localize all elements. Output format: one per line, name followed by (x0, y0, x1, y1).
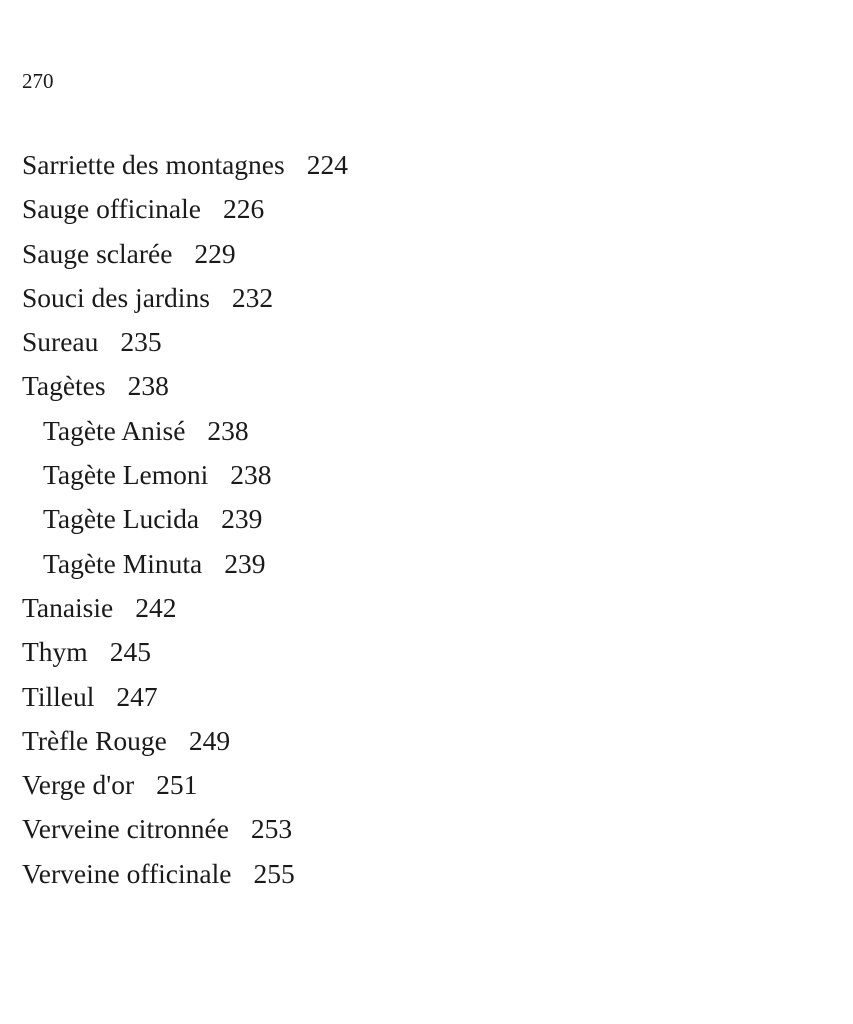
index-page-ref: 239 (224, 547, 266, 579)
index-term: Souci des jardins (22, 281, 210, 313)
index-term: Sureau (22, 326, 99, 358)
index-term: Verveine citronnée (22, 813, 229, 845)
index-term: Verge d'or (22, 769, 135, 801)
index-entry (22, 630, 348, 674)
index-page-ref: 242 (135, 591, 177, 623)
index-entry (22, 852, 348, 896)
index-page-ref: 224 (306, 149, 348, 180)
index-term: Tagètes (22, 370, 106, 402)
index-entry (22, 232, 348, 276)
index-term: Sauge sclarée (22, 237, 173, 269)
index-page-ref: 232 (231, 281, 274, 313)
index-entry (22, 675, 348, 719)
index-page-ref: 251 (156, 769, 198, 801)
index-term: Thym (22, 636, 88, 668)
index-page-ref: 238 (127, 370, 169, 402)
index-entry (22, 276, 348, 320)
index-term: Verveine officinale (22, 857, 232, 889)
index-term: Tagète Minuta (43, 547, 203, 579)
index-term: Tagète Lemoni (43, 459, 209, 491)
index-term: Tagète Lucida (43, 503, 200, 535)
index-page-ref: 226 (222, 193, 265, 225)
index-page-ref: 238 (207, 414, 249, 446)
index-entry (22, 586, 348, 630)
index-term: Trèfle Rouge (22, 724, 167, 756)
index-term: Sauge officinale (22, 193, 201, 225)
index-page-ref: 253 (250, 813, 293, 845)
index-page-ref: 249 (188, 724, 231, 756)
index-page-ref: 255 (253, 857, 295, 889)
index-page-ref: 245 (109, 636, 151, 668)
index-entry (22, 143, 348, 187)
index-term: Tanaisie (22, 591, 114, 623)
index-entry (22, 364, 348, 408)
index-page-ref: 247 (116, 680, 158, 712)
index-entry (22, 763, 348, 807)
index-entry (22, 807, 348, 851)
index-list (22, 143, 348, 896)
index-entry (22, 719, 348, 763)
index-term: Tilleul (22, 680, 95, 712)
index-entry (22, 320, 348, 364)
index-subentry (22, 453, 348, 497)
index-entry (22, 187, 348, 231)
index-subentry (22, 409, 348, 453)
index-page-ref: 229 (194, 237, 236, 269)
index-subentry (22, 542, 348, 586)
index-term: Tagète Anisé (43, 414, 186, 446)
index-subentry (22, 497, 348, 541)
index-page-ref: 238 (230, 459, 272, 491)
index-term: Sarriette des montagnes (22, 149, 285, 180)
index-page-ref: 235 (120, 326, 162, 358)
page-number: 270 (22, 69, 54, 93)
index-page-ref: 239 (221, 503, 263, 535)
